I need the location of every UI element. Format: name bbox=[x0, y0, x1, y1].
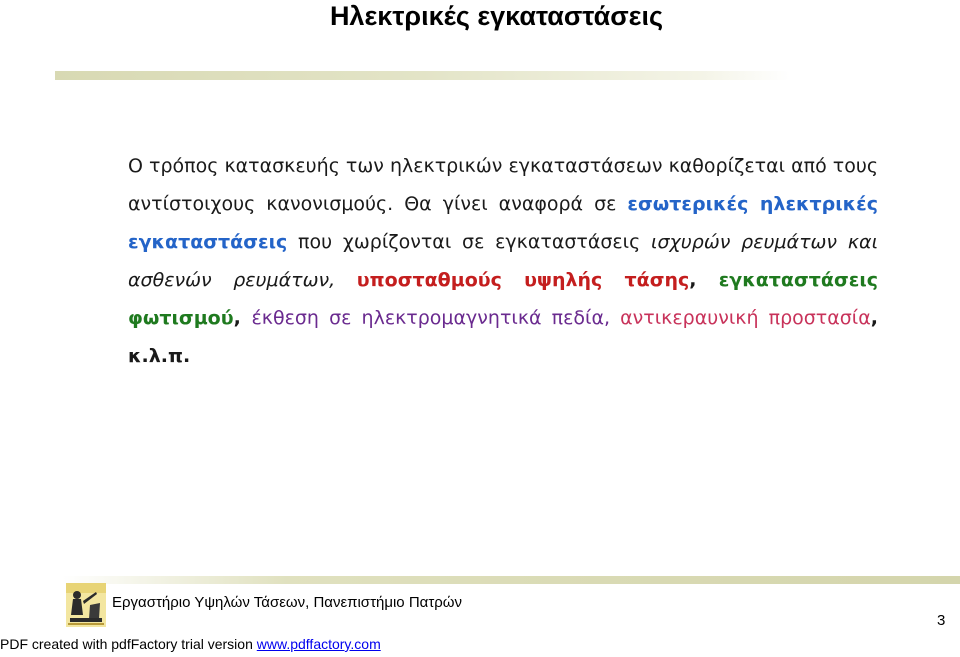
separator-comma: , bbox=[233, 307, 252, 329]
term-heavy-current: ισχυρών ρευμάτων bbox=[651, 231, 838, 253]
footer-institution: Εργαστήριο Υψηλών Τάσεων, Πανεπιστήμιο Πατρών bbox=[112, 594, 462, 611]
body-paragraph bbox=[128, 147, 878, 375]
term-lightning-protection: αντικεραυνική προστασία bbox=[620, 307, 871, 329]
title-divider bbox=[55, 71, 790, 80]
page-title: Ηλεκτρικές εγκαταστάσεις bbox=[329, 1, 664, 31]
separator-comma: , bbox=[603, 307, 621, 329]
term-hv-substations: υποσταθμούς υψηλής τάσης bbox=[356, 269, 690, 291]
term-weak-current: ασθενών ρευμάτων bbox=[128, 269, 330, 291]
term-em-field-exposure: έκθεση σε ηλεκτρομαγνητικά πεδία bbox=[251, 307, 604, 329]
university-logo-icon bbox=[66, 583, 106, 627]
page-number: 3 bbox=[937, 612, 946, 629]
body-text-etc: , κ.λ.π. bbox=[128, 307, 878, 367]
term-lighting-installations: εγκαταστάσεις φωτισμού bbox=[128, 269, 878, 329]
pdf-notice-text: PDF created with pdfFactory trial version bbox=[0, 636, 257, 652]
separator-comma: , bbox=[689, 269, 719, 291]
body-text-intro: Ο τρόπος κατασκευής των ηλεκτρικών εγκαταστάσεων καθορίζεται από τους αντίστοιχους κανονισμούς. Θα γίνει αναφορά σε bbox=[128, 155, 878, 215]
separator-comma: , bbox=[329, 269, 357, 291]
footer-divider bbox=[62, 576, 960, 584]
term-internal-installations: εσωτερικές ηλεκτρικές εγκαταστάσεις bbox=[128, 193, 879, 253]
body-text-divided: που χωρίζονται σε εγκαταστάσεις bbox=[287, 231, 652, 253]
body-text-and: και bbox=[837, 231, 878, 253]
pdf-notice bbox=[0, 636, 381, 652]
pdffactory-link[interactable]: www.pdffactory.com bbox=[256, 636, 381, 652]
